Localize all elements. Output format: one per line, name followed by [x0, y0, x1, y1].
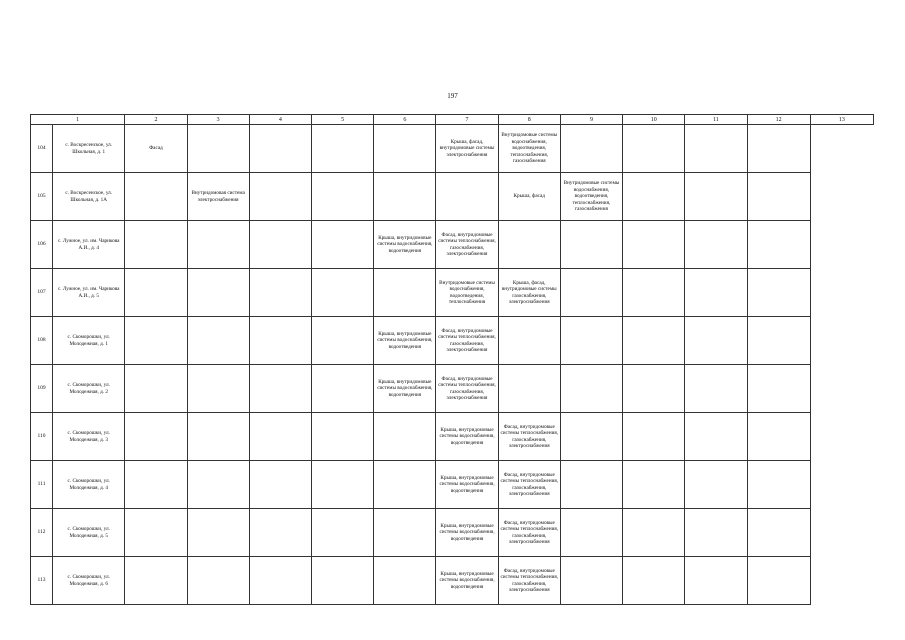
column-header: 12: [747, 115, 810, 125]
work-cell-c13: [747, 173, 810, 221]
work-cell-c9: Внутридомовые системы водоснабжения, водоотведения, теплоснабжения, газоснабжения: [498, 125, 560, 173]
work-cell-c12: [685, 509, 747, 557]
work-cell-c9: Крыша, фасад, внутридомовые системы газоснабжения, электроснабжения: [498, 269, 560, 317]
work-cell-c5: [249, 365, 311, 413]
row-number-cell: 113: [31, 557, 53, 605]
work-cell-c3: [125, 413, 187, 461]
work-cell-c7: [374, 413, 436, 461]
work-cell-c13: [747, 269, 810, 317]
column-header: 6: [374, 115, 436, 125]
table-row: [31, 509, 874, 557]
work-cell-c5: [249, 221, 311, 269]
column-header: 3: [187, 115, 249, 125]
work-cell-c12: [685, 557, 747, 605]
column-header: 7: [436, 115, 498, 125]
work-cell-c8: Крыша, внутридомовые системы водоснабжения, водоотведения: [436, 413, 498, 461]
address-cell: с. Скоморошки, ул. Молодежная, д. 1: [53, 317, 125, 365]
address-cell: с. Скоморошки, ул. Молодежная, д. 5: [53, 509, 125, 557]
work-cell-c11: [623, 557, 685, 605]
work-cell-c9: [498, 317, 560, 365]
work-cell-c8: Крыша, внутридомовые системы водоснабжения, водоотведения: [436, 461, 498, 509]
work-cell-c6: [311, 269, 373, 317]
row-number-cell: 106: [31, 221, 53, 269]
table-row: [31, 125, 874, 173]
column-header-row: [31, 115, 874, 125]
table-row: [31, 221, 874, 269]
work-cell-c6: [311, 317, 373, 365]
page-number: 197: [447, 92, 458, 100]
work-cell-c3: [125, 269, 187, 317]
work-cell-c6: [311, 413, 373, 461]
row-number-cell: 110: [31, 413, 53, 461]
row-number-cell: 108: [31, 317, 53, 365]
table-row: [31, 317, 874, 365]
table-body: [31, 125, 874, 605]
work-cell-c8: Крыша, внутридомовые системы водоснабжения, водоотведения: [436, 557, 498, 605]
work-cell-c5: [249, 509, 311, 557]
work-cell-c4: Внутридомовая система электроснабжения: [187, 173, 249, 221]
column-header: 2: [125, 115, 187, 125]
work-cell-c6: [311, 365, 373, 413]
table-row: [31, 173, 874, 221]
work-cell-c12: [685, 269, 747, 317]
work-cell-c11: [623, 461, 685, 509]
work-cell-c7: Крыша, внутридомовые системы водоснабжения, водоотведения: [374, 221, 436, 269]
column-header: 9: [560, 115, 622, 125]
work-cell-c11: [623, 317, 685, 365]
address-cell: с. Скоморошки, ул. Молодежная, д. 4: [53, 461, 125, 509]
work-cell-c5: [249, 461, 311, 509]
work-cell-c3: [125, 317, 187, 365]
work-cell-c13: [747, 221, 810, 269]
work-cell-c6: [311, 125, 373, 173]
work-cell-c13: [747, 557, 810, 605]
work-cell-c10: [560, 125, 622, 173]
work-cell-c5: [249, 557, 311, 605]
table-row: [31, 461, 874, 509]
work-cell-c10: [560, 317, 622, 365]
work-cell-c5: [249, 413, 311, 461]
work-cell-c5: [249, 269, 311, 317]
work-cell-c8: Фасад, внутридомовые системы теплоснабжения, газоснабжения, электроснабжения: [436, 365, 498, 413]
address-cell: с. Лужное, ул. им. Чарикова А.И., д. 4: [53, 221, 125, 269]
work-cell-c6: [311, 173, 373, 221]
row-number-cell: 112: [31, 509, 53, 557]
work-cell-c12: [685, 173, 747, 221]
work-cell-c8: [436, 173, 498, 221]
address-cell: с. Скоморошки, ул. Молодежная, д. 3: [53, 413, 125, 461]
column-header: 8: [498, 115, 560, 125]
work-cell-c7: [374, 125, 436, 173]
work-cell-c5: [249, 125, 311, 173]
column-header: 1: [31, 115, 125, 125]
work-cell-c8: Внутридомовые системы водоснабжения, водоотведения, теплоснабжения: [436, 269, 498, 317]
address-cell: с. Воскресенское, ул. Школьная, д. 1: [53, 125, 125, 173]
work-cell-c9: Фасад, внутридомовые системы теплоснабжения, газоснабжения, электроснабжения: [498, 413, 560, 461]
work-cell-c3: [125, 509, 187, 557]
work-cell-c3: Фасад: [125, 125, 187, 173]
work-cell-c3: [125, 221, 187, 269]
column-header: 13: [810, 115, 873, 125]
work-cell-c8: Фасад, внутридомовые системы теплоснабжения, газоснабжения, электроснабжения: [436, 317, 498, 365]
work-cell-c4: [187, 461, 249, 509]
row-number-cell: 104: [31, 125, 53, 173]
work-cell-c11: [623, 125, 685, 173]
work-cell-c4: [187, 557, 249, 605]
work-cell-c3: [125, 173, 187, 221]
work-cell-c7: [374, 269, 436, 317]
work-cell-c13: [747, 509, 810, 557]
column-header: 10: [623, 115, 685, 125]
address-cell: с. Воскресенское, ул. Школьная, д. 1А: [53, 173, 125, 221]
row-number-cell: 105: [31, 173, 53, 221]
work-cell-c7: [374, 461, 436, 509]
work-cell-c10: [560, 269, 622, 317]
work-cell-c4: [187, 269, 249, 317]
work-cell-c7: [374, 173, 436, 221]
work-cell-c9: [498, 221, 560, 269]
work-cell-c10: [560, 509, 622, 557]
work-cell-c5: [249, 173, 311, 221]
work-cell-c13: [747, 125, 810, 173]
work-cell-c11: [623, 221, 685, 269]
table-row: [31, 557, 874, 605]
row-number-cell: 111: [31, 461, 53, 509]
work-cell-c7: [374, 557, 436, 605]
work-cell-c3: [125, 365, 187, 413]
table-row: [31, 269, 874, 317]
work-cell-c12: [685, 461, 747, 509]
table-row: [31, 413, 874, 461]
work-cell-c11: [623, 413, 685, 461]
column-header: 11: [685, 115, 747, 125]
column-header: 4: [249, 115, 311, 125]
work-cell-c13: [747, 413, 810, 461]
work-cell-c5: [249, 317, 311, 365]
address-cell: с. Лужное, ул. им. Чарикова А.И., д. 5: [53, 269, 125, 317]
work-cell-c7: [374, 509, 436, 557]
work-cell-c8: Фасад, внутридомовые системы теплоснабжения, газоснабжения, электроснабжения: [436, 221, 498, 269]
work-cell-c6: [311, 461, 373, 509]
address-cell: с. Скоморошки, ул. Молодежная, д. 6: [53, 557, 125, 605]
work-cell-c3: [125, 461, 187, 509]
work-cell-c4: [187, 125, 249, 173]
column-header: 5: [311, 115, 373, 125]
work-cell-c13: [747, 461, 810, 509]
work-cell-c10: [560, 413, 622, 461]
work-cell-c4: [187, 365, 249, 413]
work-cell-c4: [187, 221, 249, 269]
work-cell-c4: [187, 317, 249, 365]
work-cell-c11: [623, 509, 685, 557]
work-cell-c10: [560, 557, 622, 605]
work-cell-c10: [560, 461, 622, 509]
work-cell-c11: [623, 269, 685, 317]
work-cell-c9: Фасад, внутридомовые системы теплоснабжения, газоснабжения, электроснабжения: [498, 509, 560, 557]
work-cell-c12: [685, 317, 747, 365]
work-cell-c10: [560, 221, 622, 269]
work-cell-c4: [187, 509, 249, 557]
work-cell-c9: Фасад, внутридомовые системы теплоснабжения, газоснабжения, электроснабжения: [498, 461, 560, 509]
work-cell-c8: Крыша, фасад, внутридомовые системы электроснабжения: [436, 125, 498, 173]
work-cell-c6: [311, 557, 373, 605]
work-cell-c9: Крыша, фасад: [498, 173, 560, 221]
work-cell-c11: [623, 173, 685, 221]
work-cell-c12: [685, 413, 747, 461]
address-cell: с. Скоморошки, ул. Молодежная, д. 2: [53, 365, 125, 413]
work-cell-c9: Фасад, внутридомовые системы теплоснабжения, газоснабжения, электроснабжения: [498, 557, 560, 605]
row-number-cell: 109: [31, 365, 53, 413]
work-cell-c8: Крыша, внутридомовые системы водоснабжения, водоотведения: [436, 509, 498, 557]
work-cell-c12: [685, 221, 747, 269]
work-cell-c12: [685, 125, 747, 173]
work-cell-c13: [747, 317, 810, 365]
work-cell-c10: Внутридомовые системы водоснабжения, водоотведения, теплоснабжения, газоснабжения: [560, 173, 622, 221]
work-cell-c13: [747, 365, 810, 413]
work-cell-c4: [187, 413, 249, 461]
work-cell-c3: [125, 557, 187, 605]
work-cell-c12: [685, 365, 747, 413]
work-cell-c7: Крыша, внутридомовые системы водоснабжения, водоотведения: [374, 365, 436, 413]
work-cell-c6: [311, 509, 373, 557]
work-cell-c9: [498, 365, 560, 413]
row-number-cell: 107: [31, 269, 53, 317]
work-cell-c10: [560, 365, 622, 413]
table-row: [31, 365, 874, 413]
work-cell-c11: [623, 365, 685, 413]
work-cell-c7: Крыша, внутридомовые системы водоснабжения, водоотведения: [374, 317, 436, 365]
repair-schedule-table: [30, 114, 874, 605]
work-cell-c6: [311, 221, 373, 269]
